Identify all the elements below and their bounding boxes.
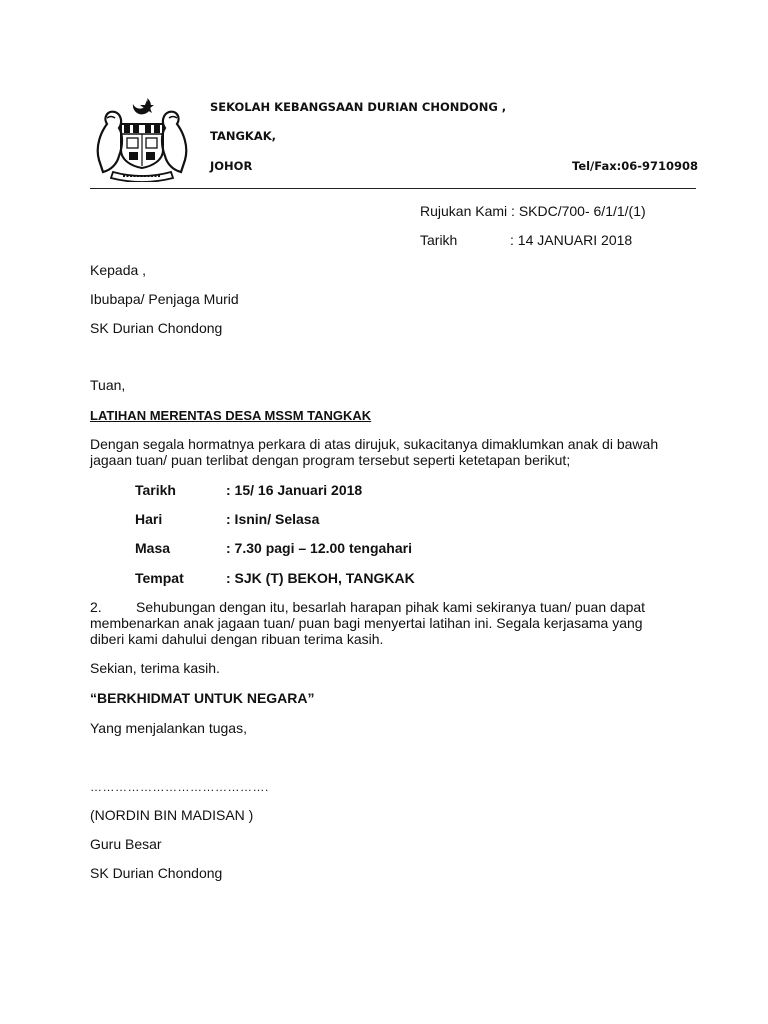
school-telfax: Tel/Fax:06-9710908 — [572, 159, 699, 173]
school-town: TANGKAK, — [210, 129, 277, 143]
signature-line: ……………………………………. — [90, 780, 269, 794]
paragraph-2: Sehubungan dengan itu, besarlah harapan pihak kami sekiranya tuan/ puan dapat membenarkan anak jagaan tuan/ puan bagi menyertai latihan ini. Segala kerjasama yang diberi kami dahului dengan ribuan terima kasih. — [90, 599, 646, 647]
sign-off: Yang menjalankan tugas, — [90, 720, 247, 736]
date-value: : 14 JANUARI 2018 — [510, 232, 633, 248]
paragraph-number: 2. — [90, 599, 102, 615]
schedule-label: Masa — [135, 540, 171, 556]
schedule-value: : SJK (T) BEKOH, TANGKAK — [226, 570, 415, 586]
school-name: SEKOLAH KEBANGSAAN DURIAN CHONDONG , — [210, 100, 507, 114]
schedule-label: Tarikh — [135, 482, 176, 498]
signatory-name: (NORDIN BIN MADISAN ) — [90, 807, 254, 823]
signatory-title: Guru Besar — [90, 836, 162, 852]
recipient-line2: SK Durian Chondong — [90, 320, 223, 336]
signatory-school: SK Durian Chondong — [90, 865, 223, 881]
schedule-label: Tempat — [135, 570, 184, 586]
motto: “BERKHIDMAT UNTUK NEGARA” — [90, 690, 315, 706]
recipient-line1: Ibubapa/ Penjaga Murid — [90, 291, 239, 307]
schedule-value: : 7.30 pagi – 12.00 tengahari — [226, 540, 412, 556]
salutation: Tuan, — [90, 377, 126, 393]
header-divider — [90, 188, 696, 189]
letter-subject: LATIHAN MERENTAS DESA MSSM TANGKAK — [90, 408, 372, 423]
recipient-to: Kepada , — [90, 262, 147, 278]
schedule-value: : Isnin/ Selasa — [226, 511, 320, 527]
closing-line: Sekian, terima kasih. — [90, 660, 220, 676]
intro-paragraph: Dengan segala hormatnya perkara di atas dirujuk, sukacitanya dimaklumkan anak di bawah jagaan tuan/ puan terlibat dengan program tersebut seperti ketetapan berikut; — [90, 436, 659, 468]
schedule-value: : 15/ 16 Januari 2018 — [226, 482, 363, 498]
school-state: JOHOR — [210, 159, 253, 173]
reference-number: Rujukan Kami : SKDC/700- 6/1/1/(1) — [420, 203, 646, 219]
schedule-label: Hari — [135, 511, 163, 527]
malaysia-coat-of-arms-icon — [93, 94, 191, 182]
date-label: Tarikh — [420, 232, 458, 248]
